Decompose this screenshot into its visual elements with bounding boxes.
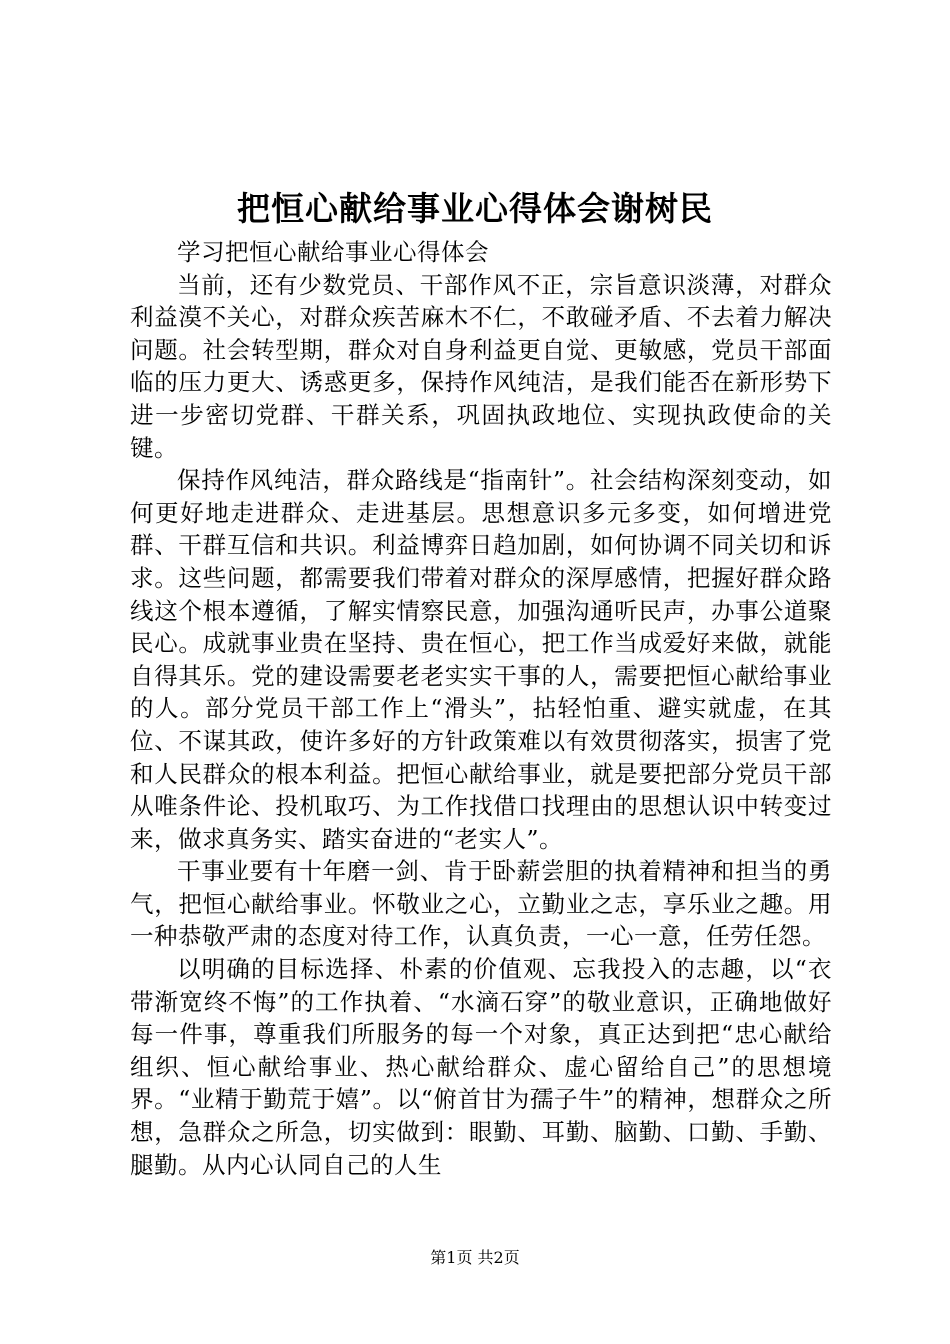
paragraph: 保持作风纯洁，群众路线是“指南针”。社会结构深刻变动，如何更好地走进群众、走进基层。思想意识多元多变，如何增进党群、干群互信和共识。利益博弈日趋加剧，如何协调不同关切和诉求。这些问题，都需要我们带着对群众的深厚感情，把握好群众路线这个根本遵循，了解实情察民意，加强沟通听民声，办事公道聚民心。成就事业贵在坚持、贵在恒心，把工作当成爱好来做，就能自得其乐。党的建设需要老老实实干事的人，需要把恒心献给事业的人。部分党员干部工作上“滑头”，拈轻怕重、避实就虚，在其位、不谋其政，使许多好的方针政策难以有效贯彻落实，损害了党和人民群众的根本利益。把恒心献给事业，就是要把部分党员干部从唯条件论、投机取巧、为工作找借口找理由的思想认识中转变过来，做求真务实、踏实奋进的“老实人”。 [130, 466, 832, 853]
document-title: 把恒心献给事业心得体会谢树民 [237, 189, 713, 228]
paragraph: 当前，还有少数党员、干部作风不正，宗旨意识淡薄，对群众利益漠不关心，对群众疾苦麻木不仁，不敢碰矛盾、不去着力解决问题。社会转型期，群众对自身利益更自觉、更敏感，党员干部面临的压力更大、诱惑更多，保持作风纯洁，是我们能否在新形势下进一步密切党群、干群关系，巩固执政地位、实现执政使命的关键。 [130, 270, 832, 462]
document-body [130, 236, 832, 1181]
paragraph: 以明确的目标选择、朴素的价值观、忘我投入的志趣，以“衣带渐宽终不悔”的工作执着、“水滴石穿”的敬业意识，正确地做好每一件事，尊重我们所服务的每一个对象，真正达到把“忠心献给组织、恒心献给事业、热心献给群众、虚心留给自己”的思想境界。“业精于勤荒于嬉”。以“俯首甘为孺子牛”的精神，想群众之所想，急群众之所急，切实做到：眼勤、耳勤、脑勤、口勤、手勤、腿勤。从内心认同自己的人生 [130, 955, 832, 1179]
paragraph: 干事业要有十年磨一剑、肯于卧薪尝胆的执着精神和担当的勇气，把恒心献给事业。怀敬业之心，立勤业之志，享乐业之趣。用一种恭敬严肃的态度对待工作，认真负责，一心一意，任劳任怨。 [130, 857, 832, 951]
page-footer: 第1页 共2页 [430, 1248, 520, 1267]
paragraph-subtitle: 学习把恒心献给事业心得体会 [177, 238, 489, 266]
